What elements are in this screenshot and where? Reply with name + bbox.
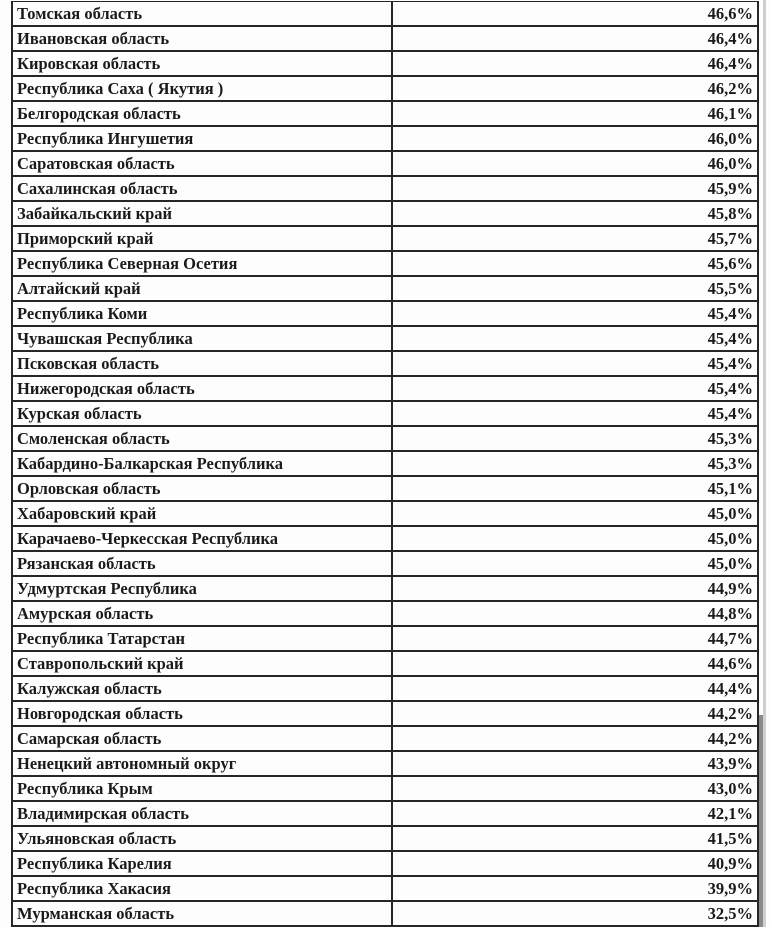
region-name-cell: Мурманская область [12, 901, 392, 926]
table-row [12, 851, 758, 876]
percentage-cell: 45,4% [392, 301, 758, 326]
table-row [12, 201, 758, 226]
region-name-cell: Томская область [12, 2, 392, 27]
table-row [12, 226, 758, 251]
region-name-cell: Амурская область [12, 601, 392, 626]
region-name-cell: Курская область [12, 401, 392, 426]
percentage-cell: 39,9% [392, 876, 758, 901]
percentage-cell: 45,4% [392, 351, 758, 376]
percentage-cell: 44,8% [392, 601, 758, 626]
region-name-cell: Алтайский край [12, 276, 392, 301]
percentage-cell: 45,4% [392, 401, 758, 426]
percentage-cell: 44,7% [392, 626, 758, 651]
percentage-cell: 46,0% [392, 126, 758, 151]
region-name-cell: Ульяновская область [12, 826, 392, 851]
table-row [12, 276, 758, 301]
region-name-cell: Калужская область [12, 676, 392, 701]
region-name-cell: Республика Хакасия [12, 876, 392, 901]
percentage-cell: 40,9% [392, 851, 758, 876]
region-name-cell: Забайкальский край [12, 201, 392, 226]
regions-table [11, 1, 759, 927]
table-row [12, 626, 758, 651]
percentage-cell: 46,6% [392, 2, 758, 27]
region-name-cell: Республика Крым [12, 776, 392, 801]
percentage-cell: 46,2% [392, 76, 758, 101]
regions-table-body [12, 2, 758, 927]
table-row [12, 901, 758, 926]
percentage-cell: 45,5% [392, 276, 758, 301]
percentage-cell: 46,4% [392, 26, 758, 51]
percentage-cell: 44,9% [392, 576, 758, 601]
table-row [12, 526, 758, 551]
region-name-cell: Республика Коми [12, 301, 392, 326]
percentage-cell: 45,4% [392, 326, 758, 351]
region-name-cell: Новгородская область [12, 701, 392, 726]
table-row [12, 501, 758, 526]
table-row [12, 801, 758, 826]
table-row [12, 701, 758, 726]
table-row [12, 651, 758, 676]
percentage-cell: 46,1% [392, 101, 758, 126]
region-name-cell: Белгородская область [12, 101, 392, 126]
region-name-cell: Чувашская Республика [12, 326, 392, 351]
table-row [12, 726, 758, 751]
region-name-cell: Удмуртская Республика [12, 576, 392, 601]
region-name-cell: Владимирская область [12, 801, 392, 826]
region-name-cell: Саратовская область [12, 151, 392, 176]
region-name-cell: Самарская область [12, 726, 392, 751]
percentage-cell: 45,7% [392, 226, 758, 251]
table-row [12, 151, 758, 176]
region-name-cell: Республика Саха ( Якутия ) [12, 76, 392, 101]
percentage-cell: 43,9% [392, 751, 758, 776]
table-row [12, 676, 758, 701]
percentage-cell: 45,3% [392, 451, 758, 476]
region-name-cell: Кабардино-Балкарская Республика [12, 451, 392, 476]
percentage-cell: 44,2% [392, 701, 758, 726]
region-name-cell: Республика Карелия [12, 851, 392, 876]
table-row [12, 301, 758, 326]
table-row [12, 351, 758, 376]
percentage-cell: 46,0% [392, 151, 758, 176]
region-name-cell: Республика Татарстан [12, 626, 392, 651]
table-row [12, 76, 758, 101]
percentage-cell: 32,5% [392, 901, 758, 926]
region-name-cell: Нижегородская область [12, 376, 392, 401]
table-row [12, 401, 758, 426]
percentage-cell: 45,3% [392, 426, 758, 451]
region-name-cell: Республика Ингушетия [12, 126, 392, 151]
table-row [12, 376, 758, 401]
region-name-cell: Рязанская область [12, 551, 392, 576]
percentage-cell: 45,4% [392, 376, 758, 401]
percentage-cell: 44,6% [392, 651, 758, 676]
percentage-cell: 41,5% [392, 826, 758, 851]
table-row [12, 601, 758, 626]
percentage-cell: 45,0% [392, 526, 758, 551]
region-name-cell: Республика Северная Осетия [12, 251, 392, 276]
table-row [12, 476, 758, 501]
percentage-cell: 45,8% [392, 201, 758, 226]
region-name-cell: Смоленская область [12, 426, 392, 451]
table-row [12, 751, 758, 776]
table-row [12, 551, 758, 576]
region-name-cell: Карачаево-Черкесская Республика [12, 526, 392, 551]
percentage-cell: 42,1% [392, 801, 758, 826]
table-row [12, 776, 758, 801]
region-name-cell: Сахалинская область [12, 176, 392, 201]
region-name-cell: Орловская область [12, 476, 392, 501]
table-row [12, 2, 758, 27]
region-name-cell: Ивановская область [12, 26, 392, 51]
table-row [12, 126, 758, 151]
percentage-cell: 45,0% [392, 501, 758, 526]
page-edge [763, 0, 766, 927]
percentage-cell: 45,9% [392, 176, 758, 201]
table-row [12, 176, 758, 201]
table-row [12, 51, 758, 76]
table-row [12, 326, 758, 351]
region-name-cell: Ненецкий автономный округ [12, 751, 392, 776]
region-name-cell: Ставропольский край [12, 651, 392, 676]
percentage-cell: 45,6% [392, 251, 758, 276]
percentage-cell: 44,4% [392, 676, 758, 701]
percentage-cell: 45,0% [392, 551, 758, 576]
table-row [12, 451, 758, 476]
page-shadow [759, 715, 763, 927]
percentage-cell: 46,4% [392, 51, 758, 76]
region-name-cell: Хабаровский край [12, 501, 392, 526]
percentage-cell: 45,1% [392, 476, 758, 501]
table-row [12, 101, 758, 126]
region-name-cell: Псковская область [12, 351, 392, 376]
region-name-cell: Приморский край [12, 226, 392, 251]
table-row [12, 251, 758, 276]
table-row [12, 576, 758, 601]
percentage-cell: 43,0% [392, 776, 758, 801]
table-row [12, 876, 758, 901]
region-name-cell: Кировская область [12, 51, 392, 76]
table-row [12, 426, 758, 451]
percentage-cell: 44,2% [392, 726, 758, 751]
table-row [12, 26, 758, 51]
table-row [12, 826, 758, 851]
